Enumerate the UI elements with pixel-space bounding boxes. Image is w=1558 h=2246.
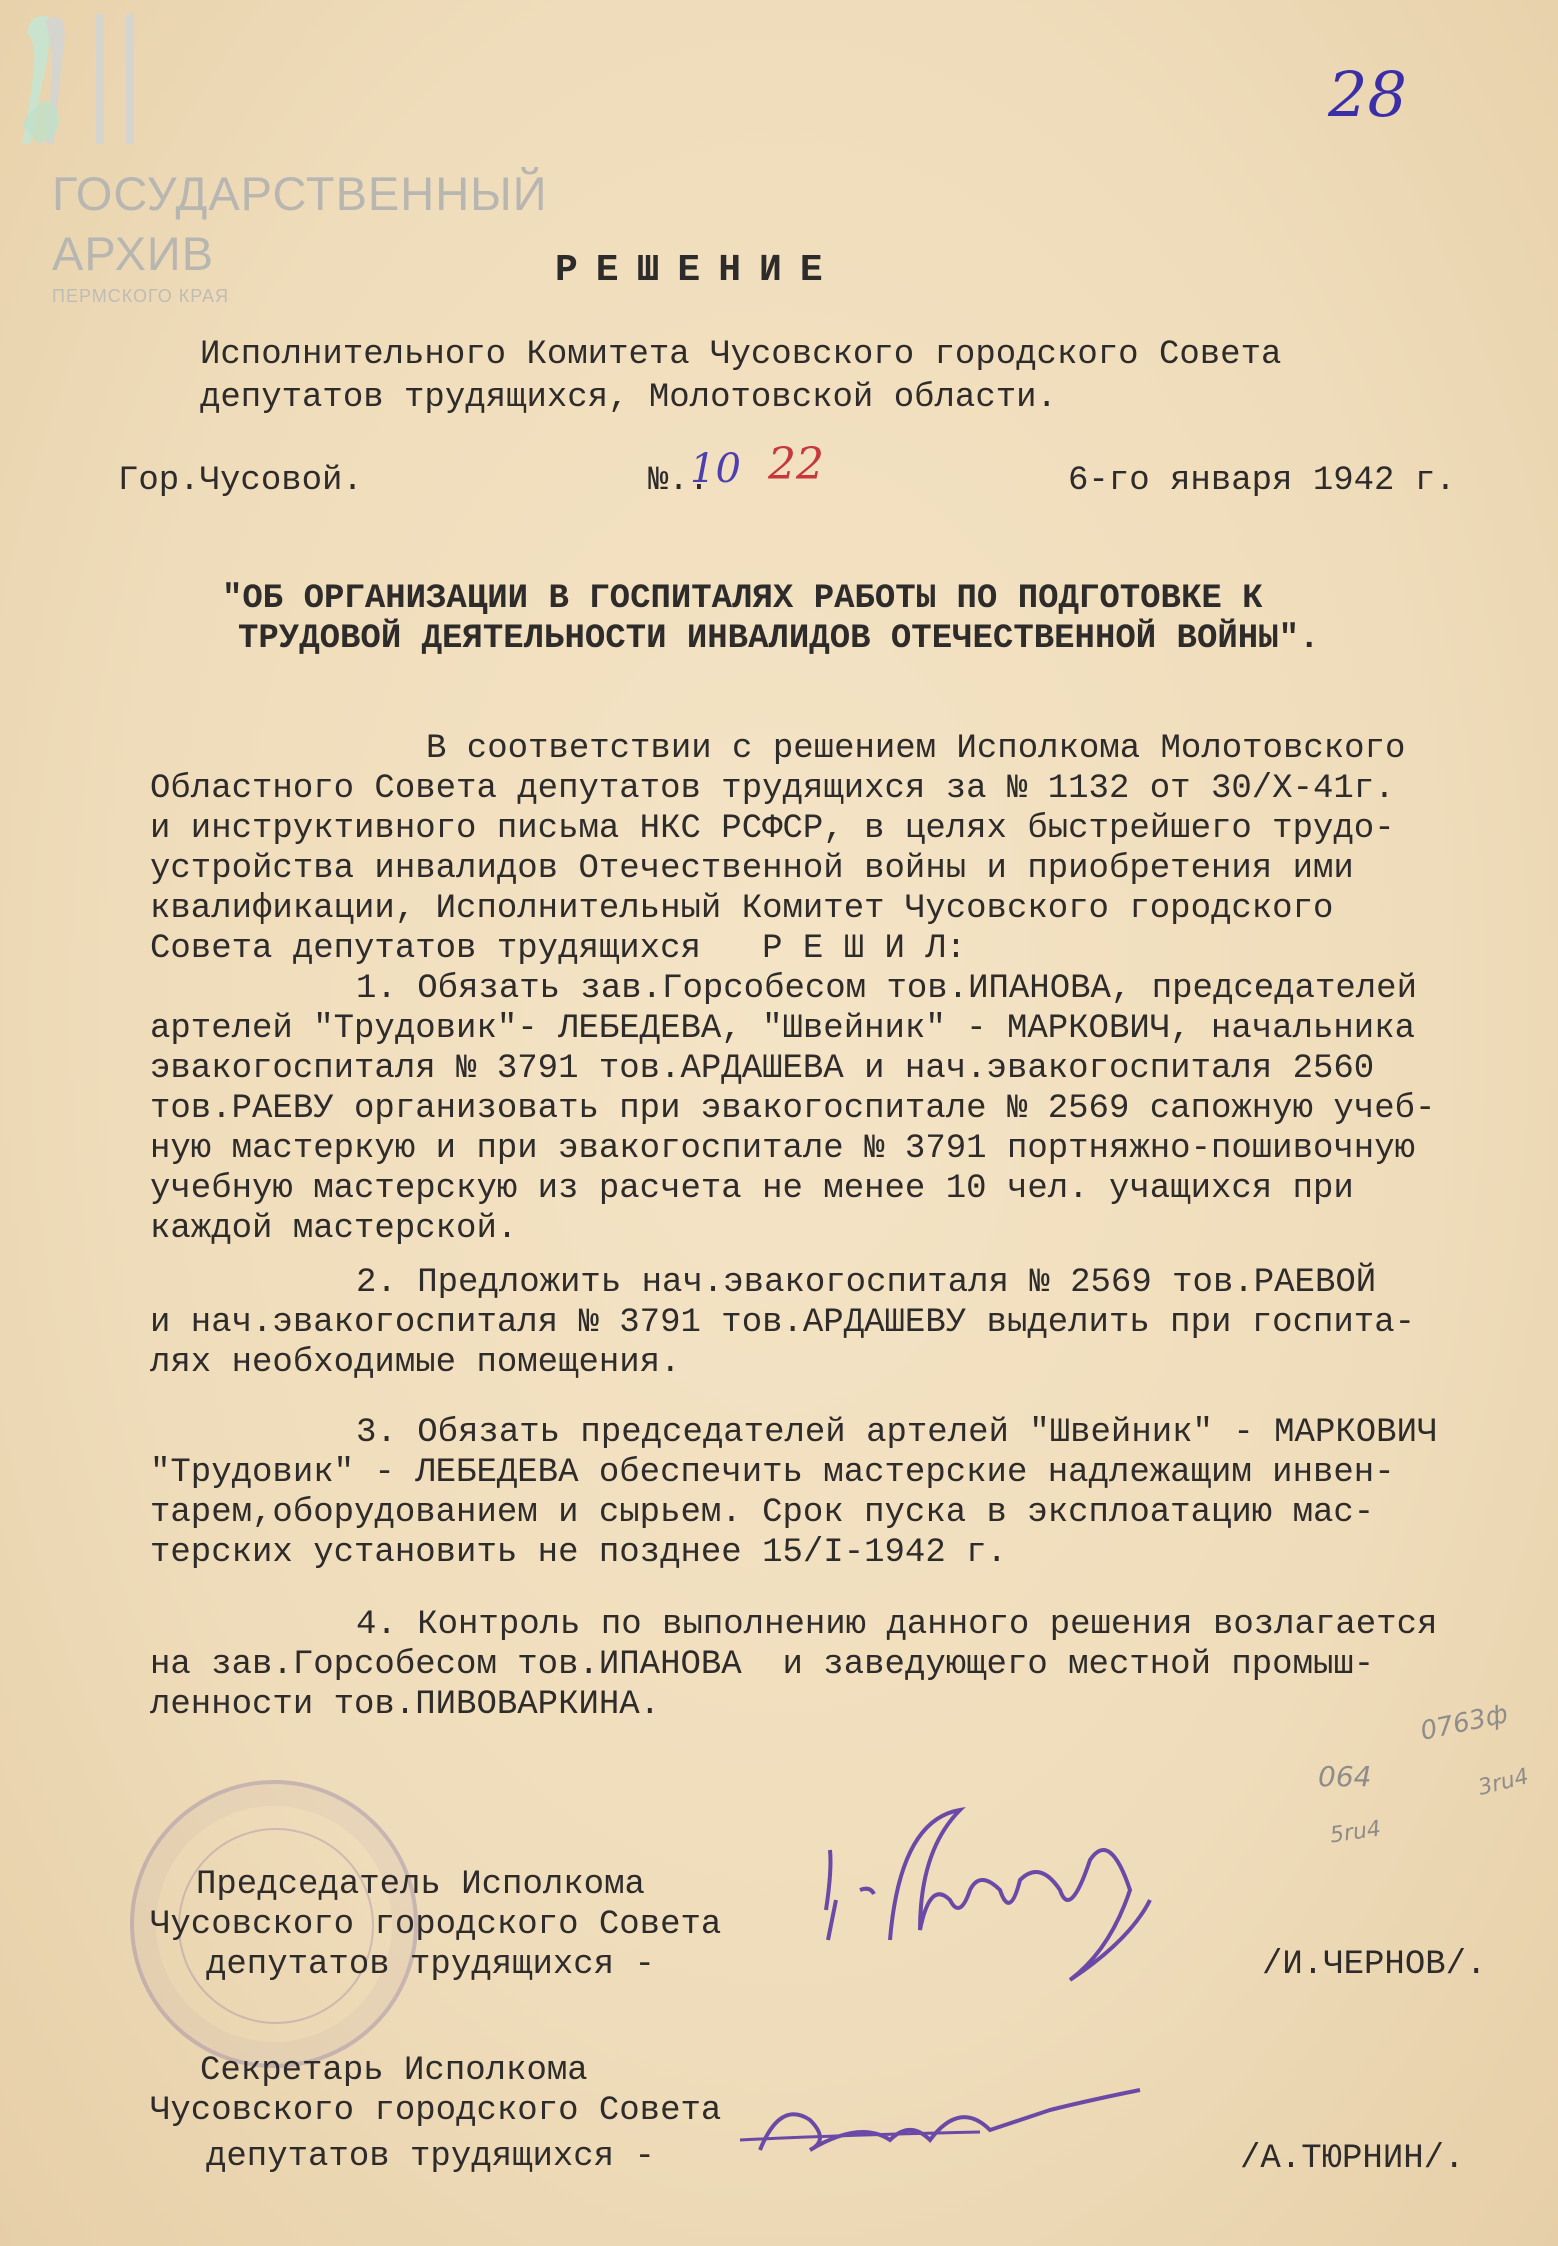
archive-logo — [0, 0, 560, 320]
preamble-line: В соответствии с решением Исполкома Молотовского — [426, 730, 1406, 768]
item3-line: 3. Обязать председателей артелей "Швейник" - МАРКОВИЧ — [356, 1414, 1438, 1452]
pencil-note: 3ru4 — [1475, 1764, 1532, 1801]
document-number-red-mark: 22 — [768, 439, 824, 490]
chair-title-line: депутатов трудящихся - — [206, 1946, 655, 1984]
item1-line: 1. Обязать зав.Горсобесом тов.ИПАНОВА, председателей — [356, 970, 1417, 1008]
archive-emblem-icon — [8, 4, 148, 154]
secretary-name: /А.ТЮРНИН/. — [1240, 2140, 1465, 2178]
preamble-line: устройства инвалидов Отечественной войны и приобретения ими — [150, 850, 1354, 888]
archive-logo-line1: ГОСУДАРСТВЕННЫЙ — [52, 167, 548, 220]
item1-line: ную мастеркую и при эвакогоспитале № 3791 портняжно-пошивочную — [150, 1130, 1416, 1168]
secretary-signature — [720, 2080, 1150, 2170]
issuer-line-2: депутатов трудящихся, Молотовской области. — [200, 379, 1057, 417]
item3-line: "Трудовик" - ЛЕБЕДЕВА обеспечить мастерские надлежащим инвен- — [150, 1454, 1395, 1492]
item4-line: на зав.Горсобесом тов.ИПАНОВА и заведующего местной промыш- — [150, 1646, 1375, 1684]
issuer-line-1: Исполнительного Комитета Чусовского городского Совета — [200, 336, 1282, 374]
subject-line-1: "ОБ ОРГАНИЗАЦИИ В ГОСПИТАЛЯХ РАБОТЫ ПО ПОДГОТОВКЕ К — [222, 580, 1263, 618]
item3-line: терских установить не позднее 15/I-1942 г. — [150, 1534, 1007, 1572]
item3-line: тарем,оборудованием и сырьем. Срок пуска в эксплоатацию мас- — [150, 1494, 1375, 1532]
secretary-title-line: депутатов трудящихся - — [206, 2138, 655, 2176]
archive-logo-line3: ПЕРМСКОГО КРАЯ — [52, 286, 230, 306]
pencil-note: 064 — [1318, 1760, 1372, 1793]
preamble-line: Областного Совета депутатов трудящихся за № 1132 от 30/X-41г. — [150, 770, 1395, 808]
item1-line: тов.РАЕВУ организовать при эвакогоспитале № 2569 сапожную учеб- — [150, 1090, 1436, 1128]
chair-name: /И.ЧЕРНОВ/. — [1262, 1946, 1487, 1984]
chair-title-line: Председатель Исполкома — [196, 1866, 645, 1904]
subject-line-2: ТРУДОВОЙ ДЕЯТЕЛЬНОСТИ ИНВАЛИДОВ ОТЕЧЕСТВЕННОЙ ВОЙНЫ". — [238, 620, 1320, 658]
preamble-line: Совета депутатов трудящихся Р Е Ш И Л: — [150, 930, 967, 968]
item2-line: 2. Предложить нач.эвакогоспиталя № 2569 тов.РАЕВОЙ — [356, 1264, 1377, 1302]
secretary-title-line: Чусовского городского Совета — [150, 2092, 722, 2130]
pencil-note: 0763ф — [1417, 1699, 1511, 1747]
document-place: Гор.Чусовой. — [118, 462, 363, 500]
item4-line: ленности тов.ПИВОВАРКИНА. — [150, 1686, 661, 1724]
item1-line: артелей "Трудовик"- ЛЕБЕДЕВА, "Швейник" - МАРКОВИЧ, начальника — [150, 1010, 1416, 1048]
item1-line: учебную мастерскую из расчета не менее 10 чел. учащихся при — [150, 1170, 1354, 1208]
item1-line: каждой мастерской. — [150, 1210, 518, 1248]
document-date: 6-го января 1942 г. — [1068, 462, 1456, 500]
document-number-handwritten: 10 — [690, 446, 741, 492]
chair-title-line: Чусовского городского Совета — [150, 1906, 722, 1944]
document-number-label: №.. — [648, 462, 710, 500]
pencil-note: 5ru4 — [1328, 1816, 1383, 1849]
preamble-line: квалификации, Исполнительный Комитет Чусовского городского — [150, 890, 1334, 928]
item2-line: лях необходимые помещения. — [150, 1344, 681, 1382]
preamble-line: и инструктивного письма НКС РСФСР, в целях быстрейшего трудо- — [150, 810, 1395, 848]
chair-signature — [810, 1790, 1170, 1990]
item1-line: эвакогоспиталя № 3791 тов.АРДАШЕВА и нач.эвакогоспиталя 2560 — [150, 1050, 1375, 1088]
document-title: РЕШЕНИЕ — [555, 249, 841, 292]
item2-line: и нач.эвакогоспиталя № 3791 тов.АРДАШЕВУ выделить при госпита- — [150, 1304, 1416, 1342]
archive-logo-line2: АРХИВ — [52, 227, 215, 280]
item4-line: 4. Контроль по выполнению данного решения возлагается — [356, 1606, 1438, 1644]
secretary-title-line: Секретарь Исполкома — [200, 2052, 588, 2090]
page-number: 28 — [1328, 58, 1407, 131]
